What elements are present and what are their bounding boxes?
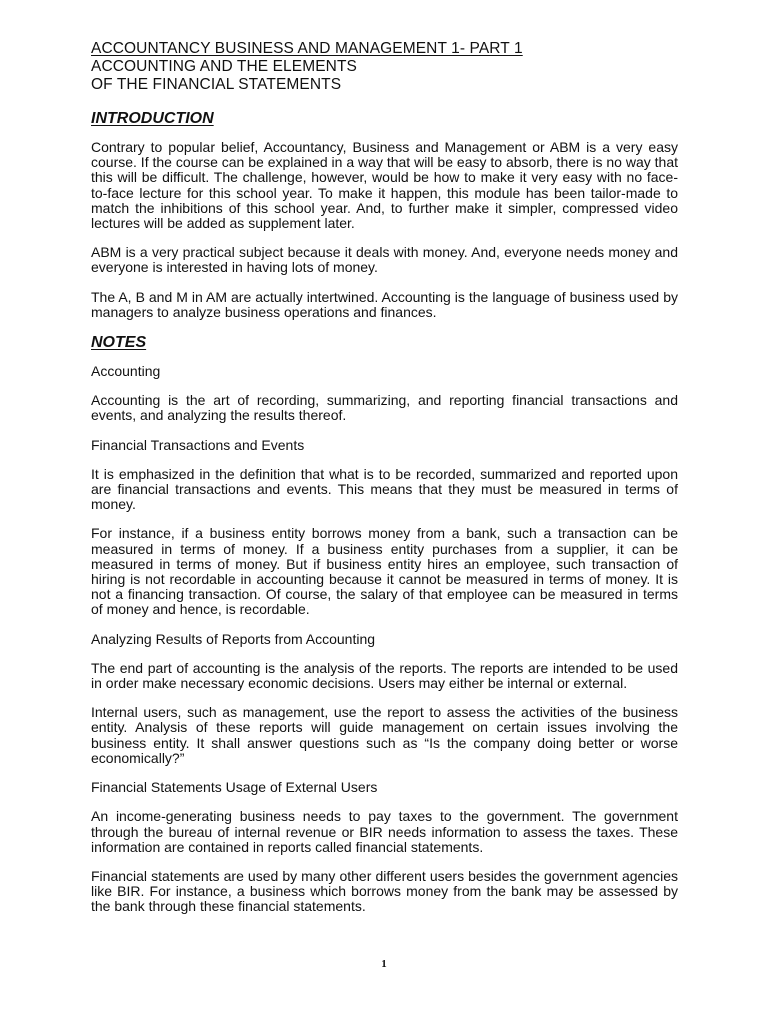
financial-transactions-subheading: Financial Transactions and Events: [91, 436, 305, 453]
accounting-definition: Accounting is the art of recording, summarizing, and reporting financial transactions and events, and analyzing the results thereof.: [91, 392, 678, 424]
introduction-paragraph-3: The A, B and M in AM are actually intertwined. Accounting is the language of business used by managers to analyze business operations and finances.: [91, 288, 678, 320]
introduction-paragraph-1: Contrary to popular belief, Accountancy, Business and Management or ABM is a very easy course. If the course can be explained in a way that will be easy to absorb, there is no way that this will be difficult. The challenge, however, would be how to make it very easy with no face-to-face lecture for this school year. To make it happen, this module has been tailor-made to match the inhibitions of this school year. And, to further make it simpler, compressed video lectures will be added as supplement later.: [91, 139, 678, 232]
document-title-topic: ACCOUNTING AND THE ELEMENTS: [91, 58, 357, 75]
external-users-subheading: Financial Statements Usage of External Users: [91, 779, 378, 796]
external-users-paragraph-1: An income-generating business needs to pay taxes to the government. The government through the bureau of internal revenue or BIR needs information to assess the taxes. These information are contained in reports called financial statements.: [91, 808, 678, 855]
financial-transactions-paragraph-1: It is emphasized in the definition that what is to be recorded, summarized and reported upon are financial transactions and events. This means that they must be measured in terms of money.: [91, 465, 678, 513]
document-page: [91, 40, 678, 929]
notes-heading: NOTES: [91, 334, 147, 352]
financial-transactions-paragraph-2: For instance, if a business entity borrows money from a bank, such a transaction can be measured in terms of money. If a business entity purchases from a supplier, it can be measured in terms of money. But if business entity hires an employee, such transaction of hiring is not recordable in accounting because it cannot be measured in terms of money. It is not a financing transaction. Of course, the salary of that employee can be measured in terms of money and hence, is recordable.: [91, 525, 678, 618]
document-title-subtopic: OF THE FINANCIAL STATEMENTS: [91, 76, 342, 93]
accounting-subheading: Accounting: [91, 363, 161, 380]
analyzing-results-subheading: Analyzing Results of Reports from Accounting: [91, 630, 376, 647]
external-users-paragraph-2: Financial statements are used by many other different users besides the government agencies like BIR. For instance, a business which borrows money from the bank may be assessed by the bank through these financial statements.: [91, 867, 678, 915]
analyzing-results-paragraph-2: Internal users, such as management, use the report to assess the activities of the business entity. Analysis of these reports will guide management on certain issues involving the business entity. It shall answer questions such as “Is the company doing better or worse economically?”: [91, 704, 678, 766]
analyzing-results-paragraph-1: The end part of accounting is the analysis of the reports. The reports are intended to be used in order make necessary economic decisions. Users may either be internal or external.: [91, 659, 678, 692]
introduction-paragraph-2: ABM is a very practical subject because it deals with money. And, everyone needs money and everyone is interested in having lots of money.: [91, 244, 678, 276]
document-title-course: ACCOUNTANCY BUSINESS AND MANAGEMENT 1- PART 1: [91, 40, 523, 57]
page-number: 1: [381, 958, 387, 970]
introduction-heading: INTRODUCTION: [91, 110, 214, 127]
